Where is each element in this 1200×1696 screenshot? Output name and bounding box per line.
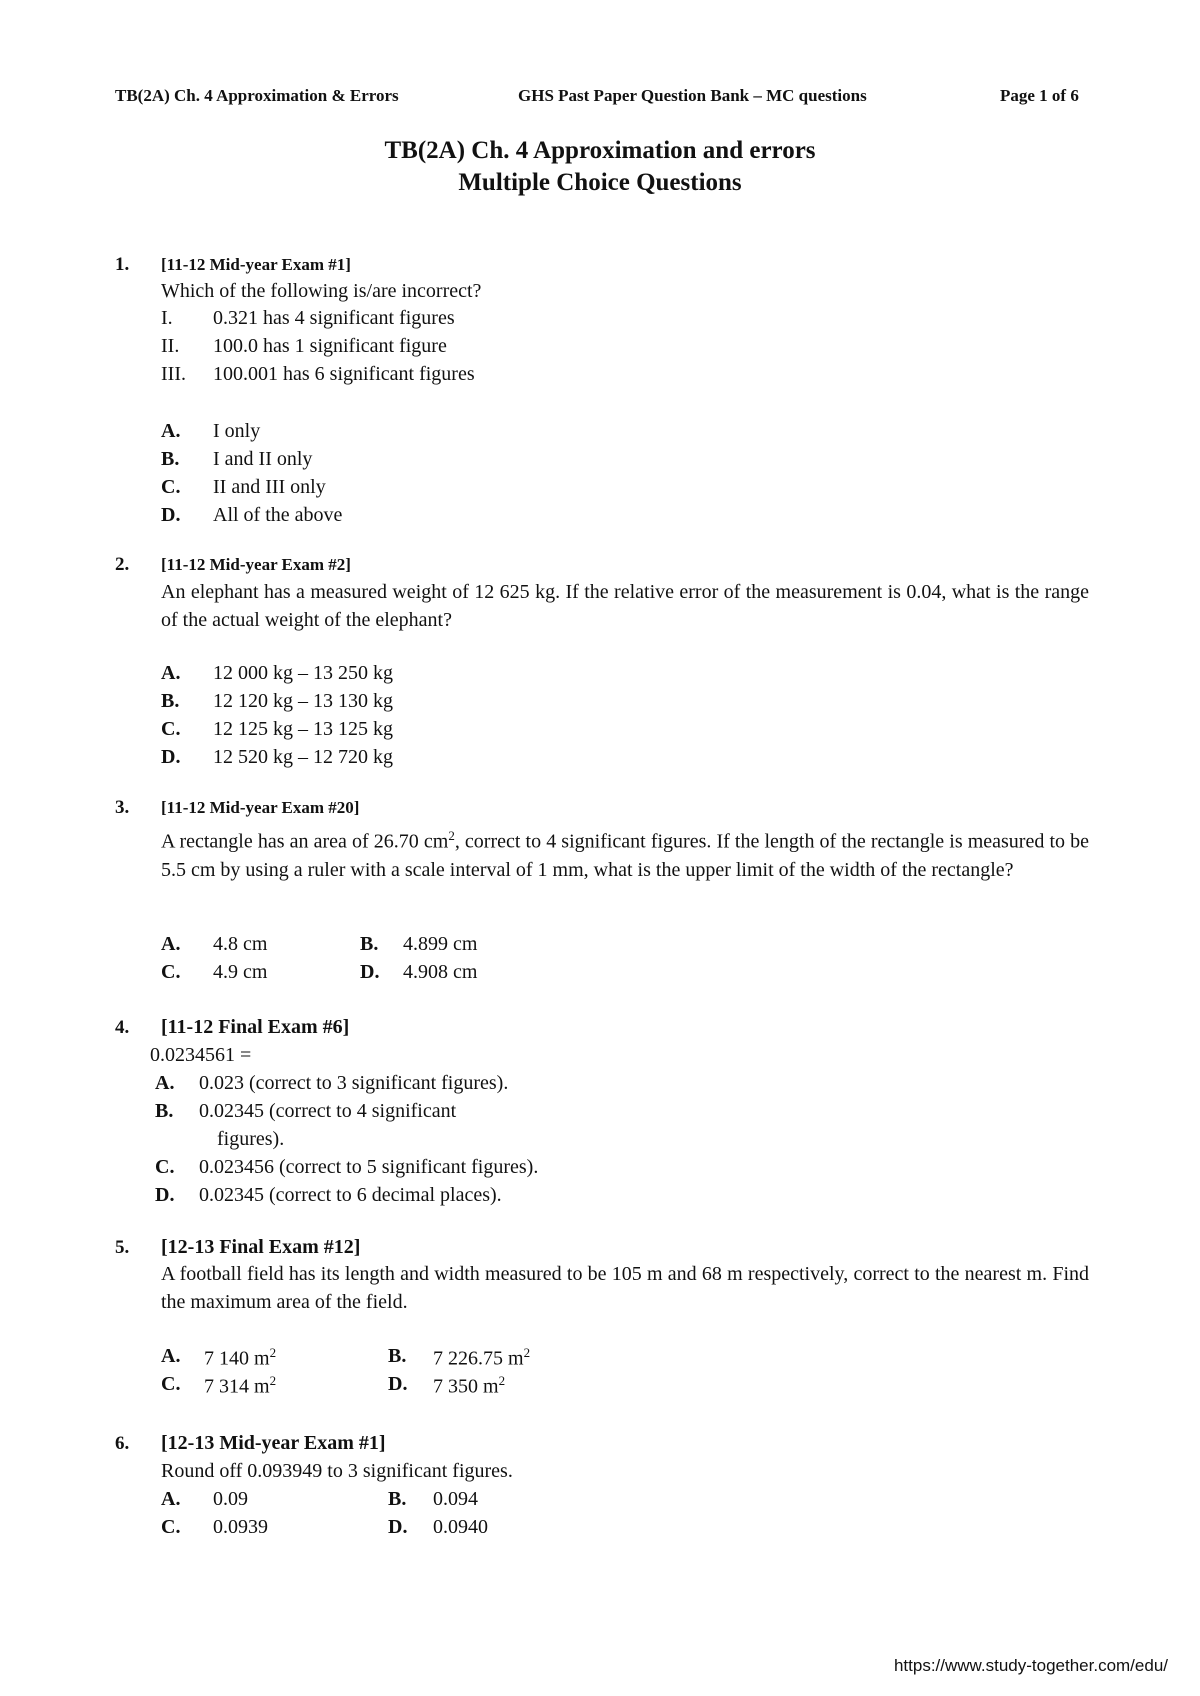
question-stem: Round off 0.093949 to 3 significant figures. — [161, 1460, 513, 1482]
statement-text: 100.001 has 6 significant figures — [213, 363, 475, 385]
question-stem: 0.0234561 = — [150, 1044, 252, 1066]
option-label: D. — [388, 1373, 408, 1395]
option-label: D. — [388, 1516, 408, 1538]
option-text: 12 000 kg – 13 250 kg — [213, 662, 393, 684]
question-stem: An elephant has a measured weight of 12 625 kg. If the relative error of the measurement is 0.04, what is the range of the actual weight of the elephant? — [161, 581, 1089, 631]
option-text: 0.02345 (correct to 4 significant — [199, 1100, 457, 1122]
option-text-continued: figures). — [217, 1128, 285, 1150]
option-label: B. — [360, 933, 379, 955]
option-label: A. — [161, 933, 181, 955]
question-source: [12-13 Final Exam #12] — [161, 1236, 361, 1258]
page-title: TB(2A) Ch. 4 Approximation and errors — [384, 137, 816, 164]
question-source: [12-13 Mid-year Exam #1] — [161, 1432, 386, 1454]
option-label: A. — [155, 1072, 175, 1094]
option-text: 0.023456 (correct to 5 significant figures). — [199, 1156, 539, 1178]
statement-text: 100.0 has 1 significant figure — [213, 335, 447, 357]
option-label: D. — [161, 504, 181, 526]
option-text: 4.899 cm — [403, 933, 478, 955]
question-source: [11-12 Mid-year Exam #1] — [161, 255, 351, 274]
option-text: 7 314 $m^2$ — [204, 1373, 277, 1398]
option-label: C. — [161, 1373, 181, 1395]
header-bank-title: GHS Past Paper Question Bank – MC questions — [518, 86, 867, 105]
option-text: 4.9 cm — [213, 961, 268, 983]
option-text: 0.09 — [213, 1488, 248, 1510]
question-source: [11-12 Mid-year Exam #20] — [161, 798, 360, 817]
option-text: 7 140 $m^2$ — [204, 1345, 277, 1370]
option-label: A. — [161, 1345, 181, 1367]
statement-label: II. — [161, 335, 180, 357]
question-source: [11-12 Mid-year Exam #2] — [161, 555, 351, 574]
page-subtitle: Multiple Choice Questions — [458, 169, 742, 196]
option-label: A. — [161, 1488, 181, 1510]
option-text: 12 120 kg – 13 130 kg — [213, 690, 393, 712]
option-label: C. — [161, 1516, 181, 1538]
question-stem: A football field has its length and width measured to be 105 m and 68 m respectively, correct to the nearest m. Find the maximum area of the field. — [161, 1263, 1089, 1313]
statement-label: III. — [161, 363, 186, 385]
option-label: C. — [155, 1156, 175, 1178]
option-text: 0.094 — [433, 1488, 478, 1510]
option-label: D. — [360, 961, 380, 983]
option-label: C. — [161, 961, 181, 983]
option-text: 0.0940 — [433, 1516, 488, 1538]
option-label: B. — [155, 1100, 174, 1122]
question-number: 5. — [115, 1237, 130, 1258]
option-label: D. — [161, 746, 181, 768]
option-text: 12 520 kg – 12 720 kg — [213, 746, 393, 768]
option-label: B. — [161, 690, 180, 712]
question-number: 1. — [115, 254, 130, 275]
option-text: 0.02345 (correct to 6 decimal places). — [199, 1184, 502, 1206]
question-number: 6. — [115, 1433, 130, 1454]
footer-url[interactable]: https://www.study-together.com/edu/ — [893, 1656, 1168, 1675]
option-label: B. — [388, 1488, 407, 1510]
question-number: 3. — [115, 797, 130, 818]
option-label: A. — [161, 662, 181, 684]
option-label: B. — [388, 1345, 407, 1367]
option-text: 7 226.75 $m^2$ — [433, 1345, 531, 1370]
question-stem: Which of the following is/are incorrect? — [161, 280, 482, 302]
option-text: I only — [213, 420, 261, 442]
option-text: I and II only — [213, 448, 313, 470]
option-label: A. — [161, 420, 181, 442]
option-label: C. — [161, 718, 181, 740]
statement-label: I. — [161, 307, 173, 329]
option-text: 12 125 kg – 13 125 kg — [213, 718, 393, 740]
question-stem: A rectangle has an area of 26.70 $cm^2$, correct to 4 significant figures. If the length of the rectangle is measured to be 5.5 cm by using a ruler with a scale interval of 1 mm, what is the upper limit of the width of the rectangle? — [161, 828, 1089, 881]
option-text: 4.908 cm — [403, 961, 478, 983]
statement-text: 0.321 has 4 significant figures — [213, 307, 455, 329]
question-source: [11-12 Final Exam #6] — [161, 1016, 350, 1038]
header-page-number: Page 1 of 6 — [1000, 86, 1079, 105]
option-text: 0.023 (correct to 3 significant figures). — [199, 1072, 509, 1094]
option-text: 0.0939 — [213, 1516, 268, 1538]
question-number: 4. — [115, 1017, 130, 1038]
header-chapter: TB(2A) Ch. 4 Approximation & Errors — [115, 86, 399, 105]
option-label: B. — [161, 448, 180, 470]
option-label: C. — [161, 476, 181, 498]
option-text: All of the above — [213, 504, 343, 526]
option-text: II and III only — [213, 476, 326, 498]
question-number: 2. — [115, 554, 130, 575]
option-text: 7 350 $m^2$ — [433, 1373, 506, 1398]
option-label: D. — [155, 1184, 175, 1206]
option-text: 4.8 cm — [213, 933, 268, 955]
